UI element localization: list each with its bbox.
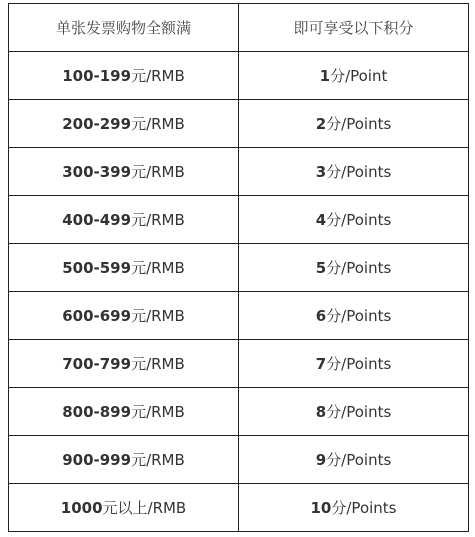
amount-cell xyxy=(9,148,239,196)
points-unit: 分/Points xyxy=(326,115,392,133)
amount-unit: 元/RMB xyxy=(131,67,185,85)
table-row xyxy=(9,484,469,532)
amount-cell xyxy=(9,292,239,340)
points-cell xyxy=(239,292,469,340)
amount-cell xyxy=(9,100,239,148)
amount-cell xyxy=(9,484,239,532)
header-purchase-amount: 单张发票购物全额满 xyxy=(9,4,239,52)
points-value: 8 xyxy=(315,403,327,421)
points-cell xyxy=(239,388,469,436)
amount-cell xyxy=(9,388,239,436)
amount-unit: 元/RMB xyxy=(131,211,185,229)
points-cell xyxy=(239,100,469,148)
amount-unit: 元/RMB xyxy=(131,451,185,469)
points-table xyxy=(8,3,469,532)
amount-range: 600-699 xyxy=(62,307,132,325)
points-unit: 分/Points xyxy=(326,403,392,421)
points-unit: 分/Points xyxy=(326,259,392,277)
points-value: 9 xyxy=(315,451,327,469)
amount-cell xyxy=(9,436,239,484)
amount-unit: 元以上/RMB xyxy=(102,499,187,517)
table-row xyxy=(9,388,469,436)
table-row xyxy=(9,148,469,196)
points-table-container xyxy=(8,3,469,532)
points-value: 6 xyxy=(315,307,327,325)
table-row xyxy=(9,340,469,388)
amount-range: 200-299 xyxy=(62,115,132,133)
points-cell xyxy=(239,244,469,292)
table-row xyxy=(9,244,469,292)
amount-cell xyxy=(9,244,239,292)
amount-cell xyxy=(9,340,239,388)
amount-unit: 元/RMB xyxy=(131,115,185,133)
points-unit: 分/Points xyxy=(326,163,392,181)
table-row xyxy=(9,292,469,340)
points-cell xyxy=(239,52,469,100)
amount-cell xyxy=(9,196,239,244)
amount-cell xyxy=(9,52,239,100)
points-cell xyxy=(239,148,469,196)
amount-unit: 元/RMB xyxy=(131,259,185,277)
points-cell xyxy=(239,436,469,484)
amount-range: 900-999 xyxy=(62,451,132,469)
table-row xyxy=(9,436,469,484)
points-cell xyxy=(239,484,469,532)
table-row xyxy=(9,196,469,244)
points-value: 2 xyxy=(315,115,327,133)
amount-range: 500-599 xyxy=(62,259,132,277)
amount-unit: 元/RMB xyxy=(131,163,185,181)
points-value: 7 xyxy=(315,355,327,373)
amount-range: 800-899 xyxy=(62,403,132,421)
amount-range: 300-399 xyxy=(62,163,132,181)
points-cell xyxy=(239,340,469,388)
points-unit: 分/Points xyxy=(331,499,397,517)
amount-range: 1000 xyxy=(60,499,103,517)
points-value: 4 xyxy=(315,211,327,229)
amount-unit: 元/RMB xyxy=(131,307,185,325)
header-points-earned: 即可享受以下积分 xyxy=(239,4,469,52)
points-cell xyxy=(239,196,469,244)
points-unit: 分/Point xyxy=(330,67,388,85)
amount-range: 700-799 xyxy=(62,355,132,373)
amount-unit: 元/RMB xyxy=(131,403,185,421)
points-value: 10 xyxy=(310,499,332,517)
points-value: 3 xyxy=(315,163,327,181)
amount-range: 400-499 xyxy=(62,211,132,229)
points-unit: 分/Points xyxy=(326,451,392,469)
points-unit: 分/Points xyxy=(326,355,392,373)
points-value: 5 xyxy=(315,259,327,277)
points-unit: 分/Points xyxy=(326,307,392,325)
table-row xyxy=(9,100,469,148)
amount-unit: 元/RMB xyxy=(131,355,185,373)
table-row xyxy=(9,52,469,100)
points-value: 1 xyxy=(319,67,331,85)
amount-range: 100-199 xyxy=(62,67,132,85)
table-header-row xyxy=(9,4,469,52)
points-unit: 分/Points xyxy=(326,211,392,229)
